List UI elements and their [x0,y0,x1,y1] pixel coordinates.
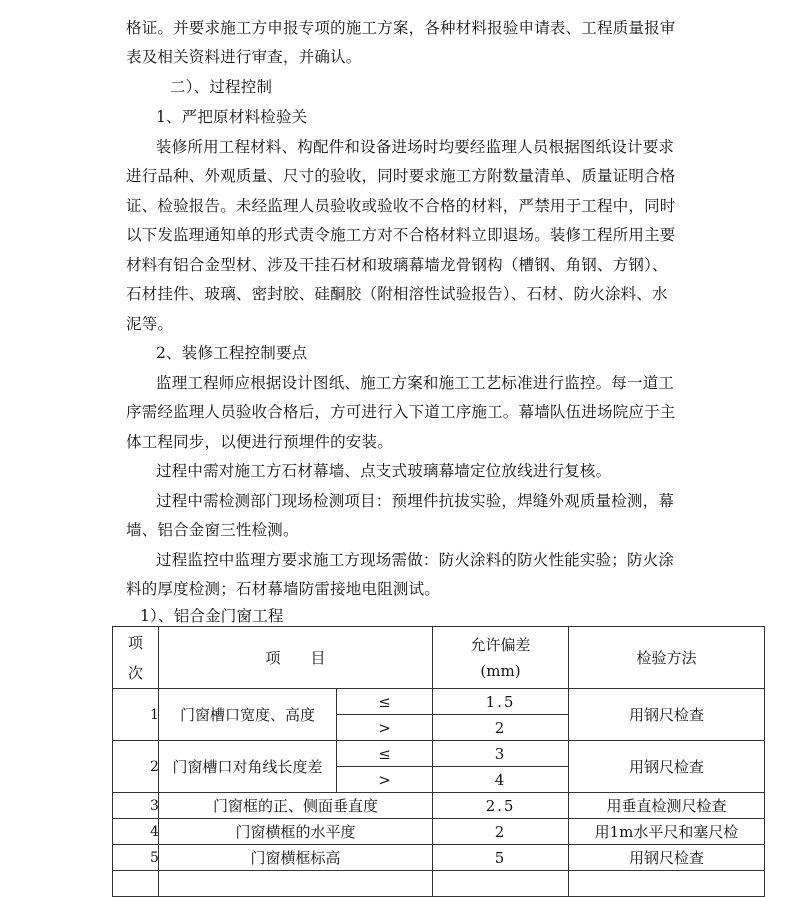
row-number: 3 [113,793,159,819]
header-method: 检验方法 [569,627,765,689]
paragraph-line: 过程监控中监理方要求施工方现场需做：防火涂料的防火性能实验；防火涂 [156,551,675,569]
table-caption: 1）、铝合金门窗工程 [140,607,284,625]
row-number: 2 [113,741,159,793]
paragraph-line: 装修所用工程材料、构配件和设备进场时均要经监理人员根据图纸设计要求 [156,138,675,156]
row-item: 门窗横框的水平度 [159,819,433,845]
row-tolerance: 1.5 [433,689,569,715]
row-method: 用钢尺检查 [569,741,765,793]
table-row [113,793,765,819]
header-no [113,627,159,689]
header-tolerance-unit: (mm) [480,661,521,680]
row-number: 4 [113,819,159,845]
paragraph-line: 以下发监理通知单的形式责令施工方对不合格材料立即退场。装修工程所用主要 [126,226,676,244]
header-item: 项 目 [159,627,433,689]
header-tolerance-label: 允许偏差 [470,635,531,654]
table-row [113,845,765,871]
header-no-top: 项 [127,633,143,652]
row-number: 1 [113,689,159,741]
row-number: 5 [113,845,159,871]
paragraph-line: 过程中需对施工方石材幕墙、点支式玻璃幕墙定位放线进行复核。 [156,462,612,480]
row-item: 门窗框的正、侧面垂直度 [159,793,433,819]
paragraph-line: 体工程同步，以便进行预埋件的安装。 [126,433,393,451]
row-item: 门窗横框标高 [159,845,433,871]
row-method: 用钢尺检查 [569,689,765,741]
row-item: 门窗槽口对角线长度差 [159,741,337,793]
row-condition: > [337,767,433,793]
table-row-partial [113,871,765,897]
table-row [113,689,765,715]
paragraph-line: 监理工程师应根据设计图纸、施工方案和施工工艺标准进行监控。每一道工 [156,374,675,392]
paragraph-line: 泥等。 [126,315,174,333]
row-tolerance: 2 [433,715,569,741]
paragraph-line: 证、检验报告。未经监理人员验收或验收不合格的材料，严禁用于工程中，同时 [126,197,676,215]
row-item: 门窗槽口宽度、高度 [159,689,337,741]
table-row [113,741,765,767]
row-tolerance: 3 [433,741,569,767]
row-method: 用1m水平尺和塞尺检 [569,819,765,845]
header-tolerance [433,627,569,689]
paragraph-line: 料的厚度检测；石材幕墙防雷接地电阻测试。 [126,580,441,598]
tolerance-table [112,626,765,897]
row-condition: > [337,715,433,741]
row-condition: ≤ [337,741,433,767]
paragraph-line: 格证。并要求施工方申报专项的施工方案，各种材料报验申请表、工程质量报审 [126,19,676,37]
section-heading: 二）、过程控制 [170,78,273,96]
row-tolerance: 2.5 [433,793,569,819]
subsection-heading: 1、严把原材料检验关 [156,108,308,126]
table-header-row [113,627,765,689]
row-method: 用钢尺检查 [569,845,765,871]
header-no-bottom: 次 [127,663,143,682]
subsection-heading: 2、装修工程控制要点 [156,344,308,362]
paragraph-line: 序需经监理人员验收合格后，方可进行入下道工序施工。幕墙队伍进场院应于主 [126,403,676,421]
paragraph-line: 表及相关资料进行审查，并确认。 [126,48,362,66]
paragraph-line: 材料有铝合金型材、涉及干挂石材和玻璃幕墙龙骨钢构（槽钢、角钢、方钢）、 [126,256,668,274]
paragraph-line: 墙、铝合金窗三性检测。 [126,521,299,539]
table-row [113,819,765,845]
row-method: 用垂直检测尺检查 [569,793,765,819]
paragraph-line: 石材挂件、玻璃、密封胶、硅酮胶（附相溶性试验报告）、石材、防火涂料、水 [126,285,668,303]
row-tolerance: 4 [433,767,569,793]
paragraph-line: 进行品种、外观质量、尺寸的验收，同时要求施工方附数量清单、质量证明合格 [126,167,676,185]
row-condition: ≤ [337,689,433,715]
row-tolerance: 2 [433,819,569,845]
paragraph-line: 过程中需检测部门现场检测项目：预埋件抗拔实验，焊缝外观质量检测，幕 [156,492,675,510]
row-tolerance: 5 [433,845,569,871]
